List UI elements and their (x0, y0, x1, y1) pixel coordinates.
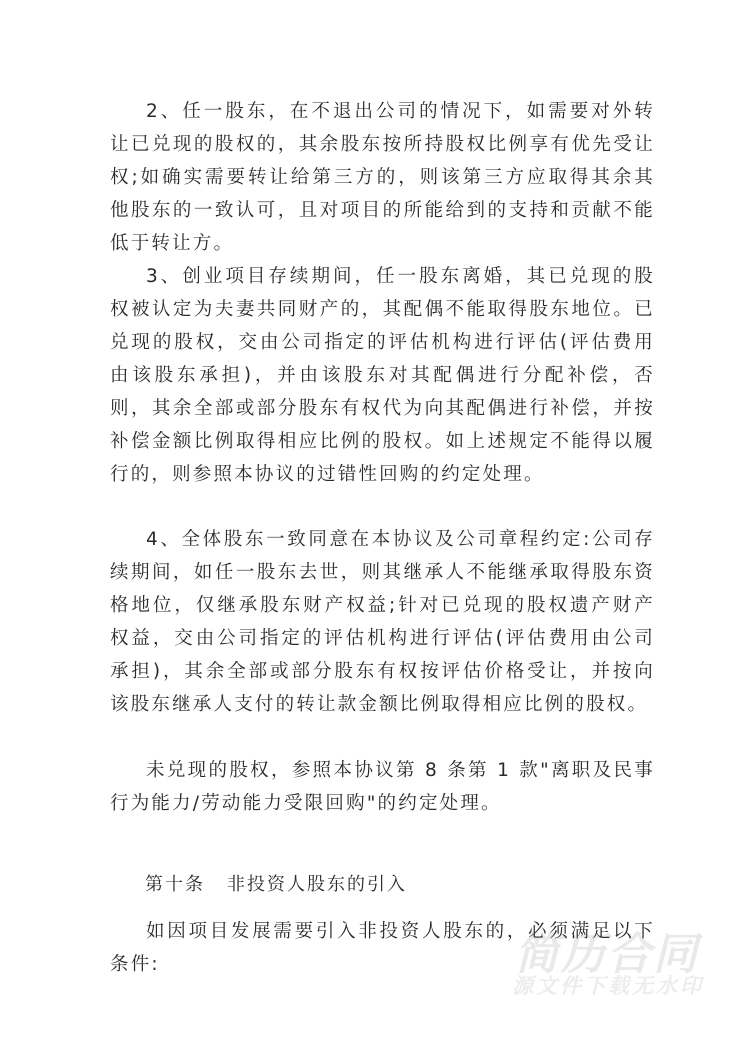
unvested-note-paragraph: 未兑现的股权，参照本协议第 8 条第 1 款"离职及民事行为能力/劳动能力受限回购"的约定处理。 (110, 760, 655, 814)
section-heading (145, 870, 407, 896)
closing-paragraph: 如因项目发展需要引入非投资人股东的，必须满足以下条件: (110, 921, 655, 975)
section-number: 第十条 (145, 874, 205, 895)
section-title: 非投资人股东的引入 (227, 874, 407, 895)
watermark-brand: 简历合同 (515, 929, 699, 980)
clause-3-paragraph: 3、创业项目存续期间，任一股东离婚，其已兑现的股权被认定为夫妻共同财产的，其配偶不能取得股东地位。已兑现的股权，交由公司指定的评估机构进行评估(评估费用由该股东承担)，并由该股东对其配偶进行分配补偿，否则，其余全部或部分股东有权代为向其配偶进行补偿，并按补偿金额比例取得相应比例的股权。如上述规定不能得以履行的，则参照本协议的过错性回购的约定处理。 (110, 266, 655, 485)
clause-2-paragraph: 2、任一股东，在不退出公司的情况下，如需要对外转让已兑现的股权的，其余股东按所持股权比例享有优先受让权;如确实需要转让给第三方的，则该第三方应取得其余其他股东的一致认可，且对项目的所能给到的支持和贡献不能低于转让方。 (110, 101, 655, 254)
watermark-tagline: 源文件下载无水印 (512, 974, 704, 998)
clause-4-paragraph: 4、全体股东一致同意在本协议及公司章程约定:公司存续期间，如任一股东去世，则其继承人不能继承取得股东资格地位，仅继承股东财产权益;针对已兑现的股权遗产财产权益，交由公司指定的评估机构进行评估(评估费用由公司承担)，其余全部或部分股东有权按评估价格受让，并按向该股东继承人支付的转让款金额比例取得相应比例的股权。 (110, 529, 655, 715)
